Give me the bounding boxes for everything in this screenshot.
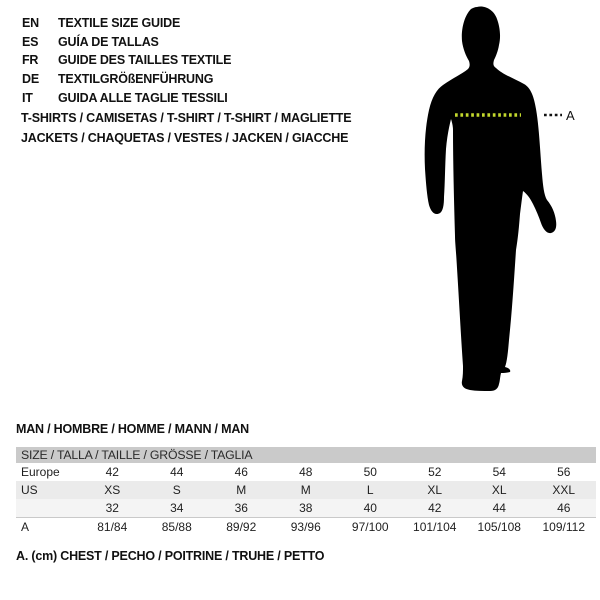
language-name: TEXTILGRÖßENFÜHRUNG <box>58 72 214 87</box>
size-cell: 85/88 <box>161 519 192 534</box>
size-cell: 44 <box>170 465 184 479</box>
category-line: T-SHIRTS / CAMISETAS / T-SHIRT / T-SHIRT / MAGLIETTE <box>21 111 352 125</box>
language-name: TEXTILE SIZE GUIDE <box>58 16 181 31</box>
size-cell: 97/100 <box>351 519 389 534</box>
language-code: EN <box>22 16 39 31</box>
category-list <box>21 109 351 148</box>
language-code: IT <box>22 90 33 105</box>
language-code: ES <box>22 34 39 49</box>
size-cell: L <box>366 483 374 497</box>
language-code: DE <box>22 72 39 87</box>
size-table-header: SIZE / TALLA / TAILLE / GRÖSSE / TAGLIA <box>16 447 596 463</box>
size-cell: 105/108 <box>477 519 521 534</box>
language-row <box>22 70 231 89</box>
measurement-footnote: A. (cm) CHEST / PECHO / POITRINE / TRUHE / PETTO <box>16 549 325 563</box>
size-cell: 48 <box>299 465 313 479</box>
size-cell: 34 <box>170 501 184 515</box>
size-cell: S <box>172 483 181 497</box>
row-label: US <box>21 483 38 497</box>
language-name: GUIDE DES TAILLES TEXTILE <box>58 53 232 68</box>
language-row <box>22 33 231 52</box>
size-table-body <box>16 463 596 535</box>
size-cell: M <box>236 483 247 497</box>
language-row <box>22 14 231 33</box>
size-cell: XXL <box>552 483 576 497</box>
size-cell: 54 <box>492 465 506 479</box>
size-cell: 109/112 <box>542 519 585 534</box>
size-cell: M <box>300 483 311 497</box>
man-figure <box>400 0 600 410</box>
size-cell: 46 <box>557 501 571 515</box>
language-name: GUÍA DE TALLAS <box>58 34 159 49</box>
size-cell: 44 <box>492 501 506 515</box>
size-cell: 89/92 <box>226 519 257 534</box>
row-label: A <box>21 519 30 534</box>
man-silhouette <box>425 7 557 391</box>
table-row <box>16 517 596 535</box>
size-cell: 52 <box>428 465 442 479</box>
table-row <box>16 463 596 481</box>
measure-label-a: A <box>566 108 575 123</box>
language-code: FR <box>22 53 39 68</box>
row-label: Europe <box>21 465 60 479</box>
size-cell: 50 <box>363 465 377 479</box>
size-cell: 56 <box>557 465 571 479</box>
table-row <box>16 499 596 517</box>
section-title: MAN / HOMBRE / HOMME / MANN / MAN <box>16 422 249 436</box>
size-cell: 38 <box>299 501 313 515</box>
size-cell: 46 <box>234 465 248 479</box>
size-cell: 36 <box>234 501 248 515</box>
size-cell: 81/84 <box>97 519 128 534</box>
size-cell: XL <box>491 483 507 497</box>
size-cell: XL <box>427 483 443 497</box>
table-row <box>16 481 596 499</box>
size-cell: 101/104 <box>413 519 457 534</box>
language-row <box>22 88 231 107</box>
language-row <box>22 51 231 70</box>
size-cell: 42 <box>428 501 442 515</box>
language-list <box>22 14 231 107</box>
size-cell: 40 <box>363 501 377 515</box>
category-line: JACKETS / CHAQUETAS / VESTES / JACKEN / GIACCHE <box>21 130 349 145</box>
size-cell: 32 <box>105 501 119 515</box>
size-table <box>16 447 596 535</box>
size-cell: XS <box>104 483 121 497</box>
size-cell: 42 <box>105 465 119 479</box>
language-name: GUIDA ALLE TAGLIE TESSILI <box>58 90 228 105</box>
size-cell: 93/96 <box>290 519 321 534</box>
